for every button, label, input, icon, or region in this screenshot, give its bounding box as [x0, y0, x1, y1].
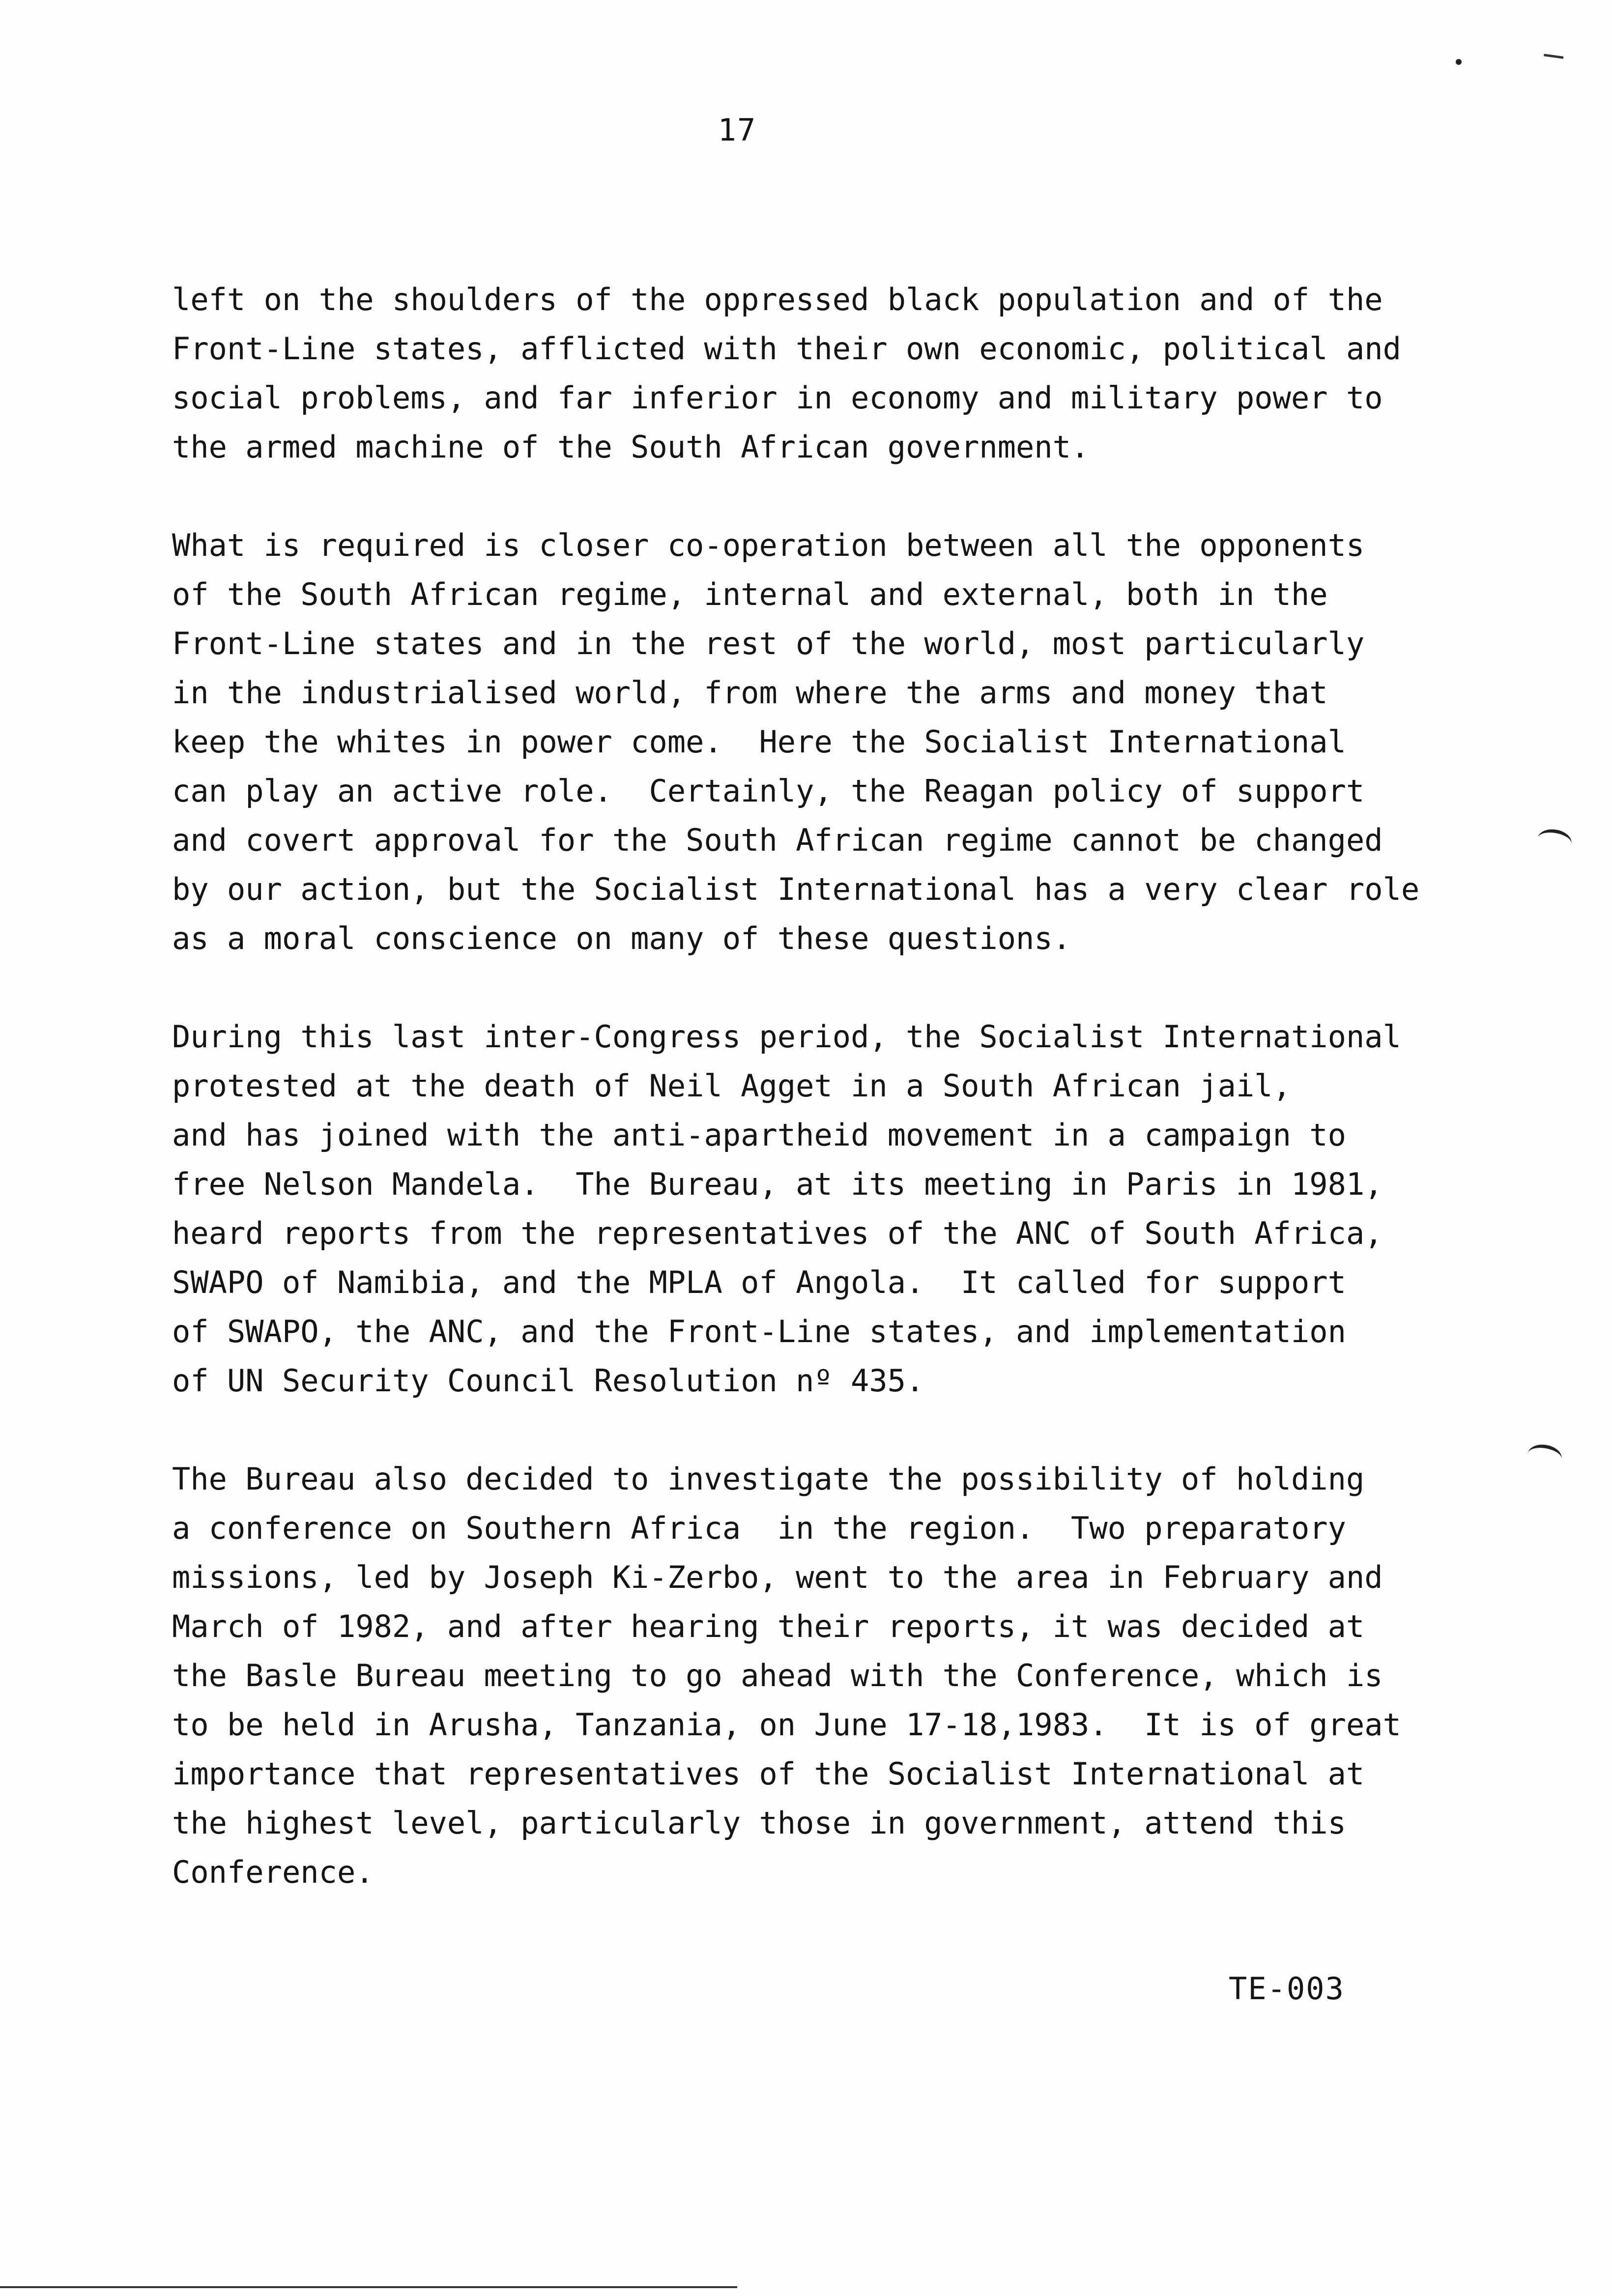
text-line: in the industrialised world, from where the arms and money that [172, 675, 1328, 711]
margin-mark [1535, 827, 1573, 855]
text-line: the armed machine of the South African government. [172, 429, 1090, 465]
text-line: free Nelson Mandela. The Bureau, at its meeting in Paris in 1981, [172, 1166, 1383, 1202]
text-line: of SWAPO, the ANC, and the Front-Line states, and implementation [172, 1314, 1346, 1349]
text-line: missions, led by Joseph Ki-Zerbo, went to the area in February and [172, 1559, 1383, 1595]
text-line: left on the shoulders of the oppressed black population and of the [172, 282, 1383, 317]
text-line: What is required is closer co-operation between all the opponents [172, 527, 1365, 563]
text-line: During this last inter-Congress period, the Socialist International [172, 1019, 1401, 1055]
text-line: as a moral conscience on many of these questions. [172, 920, 1071, 956]
scan-edge-line [0, 2286, 737, 2288]
text-line: social problems, and far inferior in economy and military power to [172, 380, 1383, 416]
text-line: and has joined with the anti-apartheid movement in a campaign to [172, 1117, 1346, 1153]
text-line: and covert approval for the South African regime cannot be changed [172, 822, 1383, 858]
paragraph-4 [172, 1455, 1528, 1897]
text-line: of UN Security Council Resolution nº 435. [172, 1363, 924, 1399]
text-line: Front-Line states and in the rest of the world, most particularly [172, 626, 1365, 661]
scan-speck [1456, 59, 1462, 65]
text-line: Front-Line states, afflicted with their own economic, political and [172, 331, 1401, 367]
text-line: keep the whites in power come. Here the Socialist International [172, 724, 1346, 760]
text-line: SWAPO of Namibia, and the MPLA of Angola. It called for support [172, 1264, 1346, 1300]
page-number: 17 [718, 112, 757, 148]
text-line: can play an active role. Certainly, the Reagan policy of support [172, 773, 1365, 809]
paragraph-3 [172, 1012, 1528, 1406]
text-line: the highest level, particularly those in government, attend this [172, 1805, 1346, 1841]
text-line: Conference. [172, 1854, 374, 1890]
text-line: to be held in Arusha, Tanzania, on June 17-18,1983. It is of great [172, 1707, 1401, 1743]
scan-mark [1543, 54, 1564, 67]
text-line: a conference on Southern Africa in the region. Two preparatory [172, 1510, 1346, 1546]
text-line: heard reports from the representatives of the ANC of South Africa, [172, 1215, 1383, 1251]
text-line: importance that representatives of the Socialist International at [172, 1756, 1365, 1792]
text-line: of the South African regime, internal and external, both in the [172, 576, 1328, 612]
text-line: by our action, but the Socialist International has a very clear role [172, 871, 1420, 907]
text-line: The Bureau also decided to investigate the possibility of holding [172, 1461, 1365, 1497]
margin-mark [1526, 1442, 1563, 1470]
document-code: TE-003 [1229, 1971, 1345, 2007]
text-line: the Basle Bureau meeting to go ahead with the Conference, which is [172, 1658, 1383, 1693]
text-line: protested at the death of Neil Agget in a South African jail, [172, 1068, 1291, 1104]
text-line: March of 1982, and after hearing their reports, it was decided at [172, 1608, 1365, 1644]
paragraph-2 [172, 521, 1528, 963]
paragraph-1 [172, 275, 1528, 472]
